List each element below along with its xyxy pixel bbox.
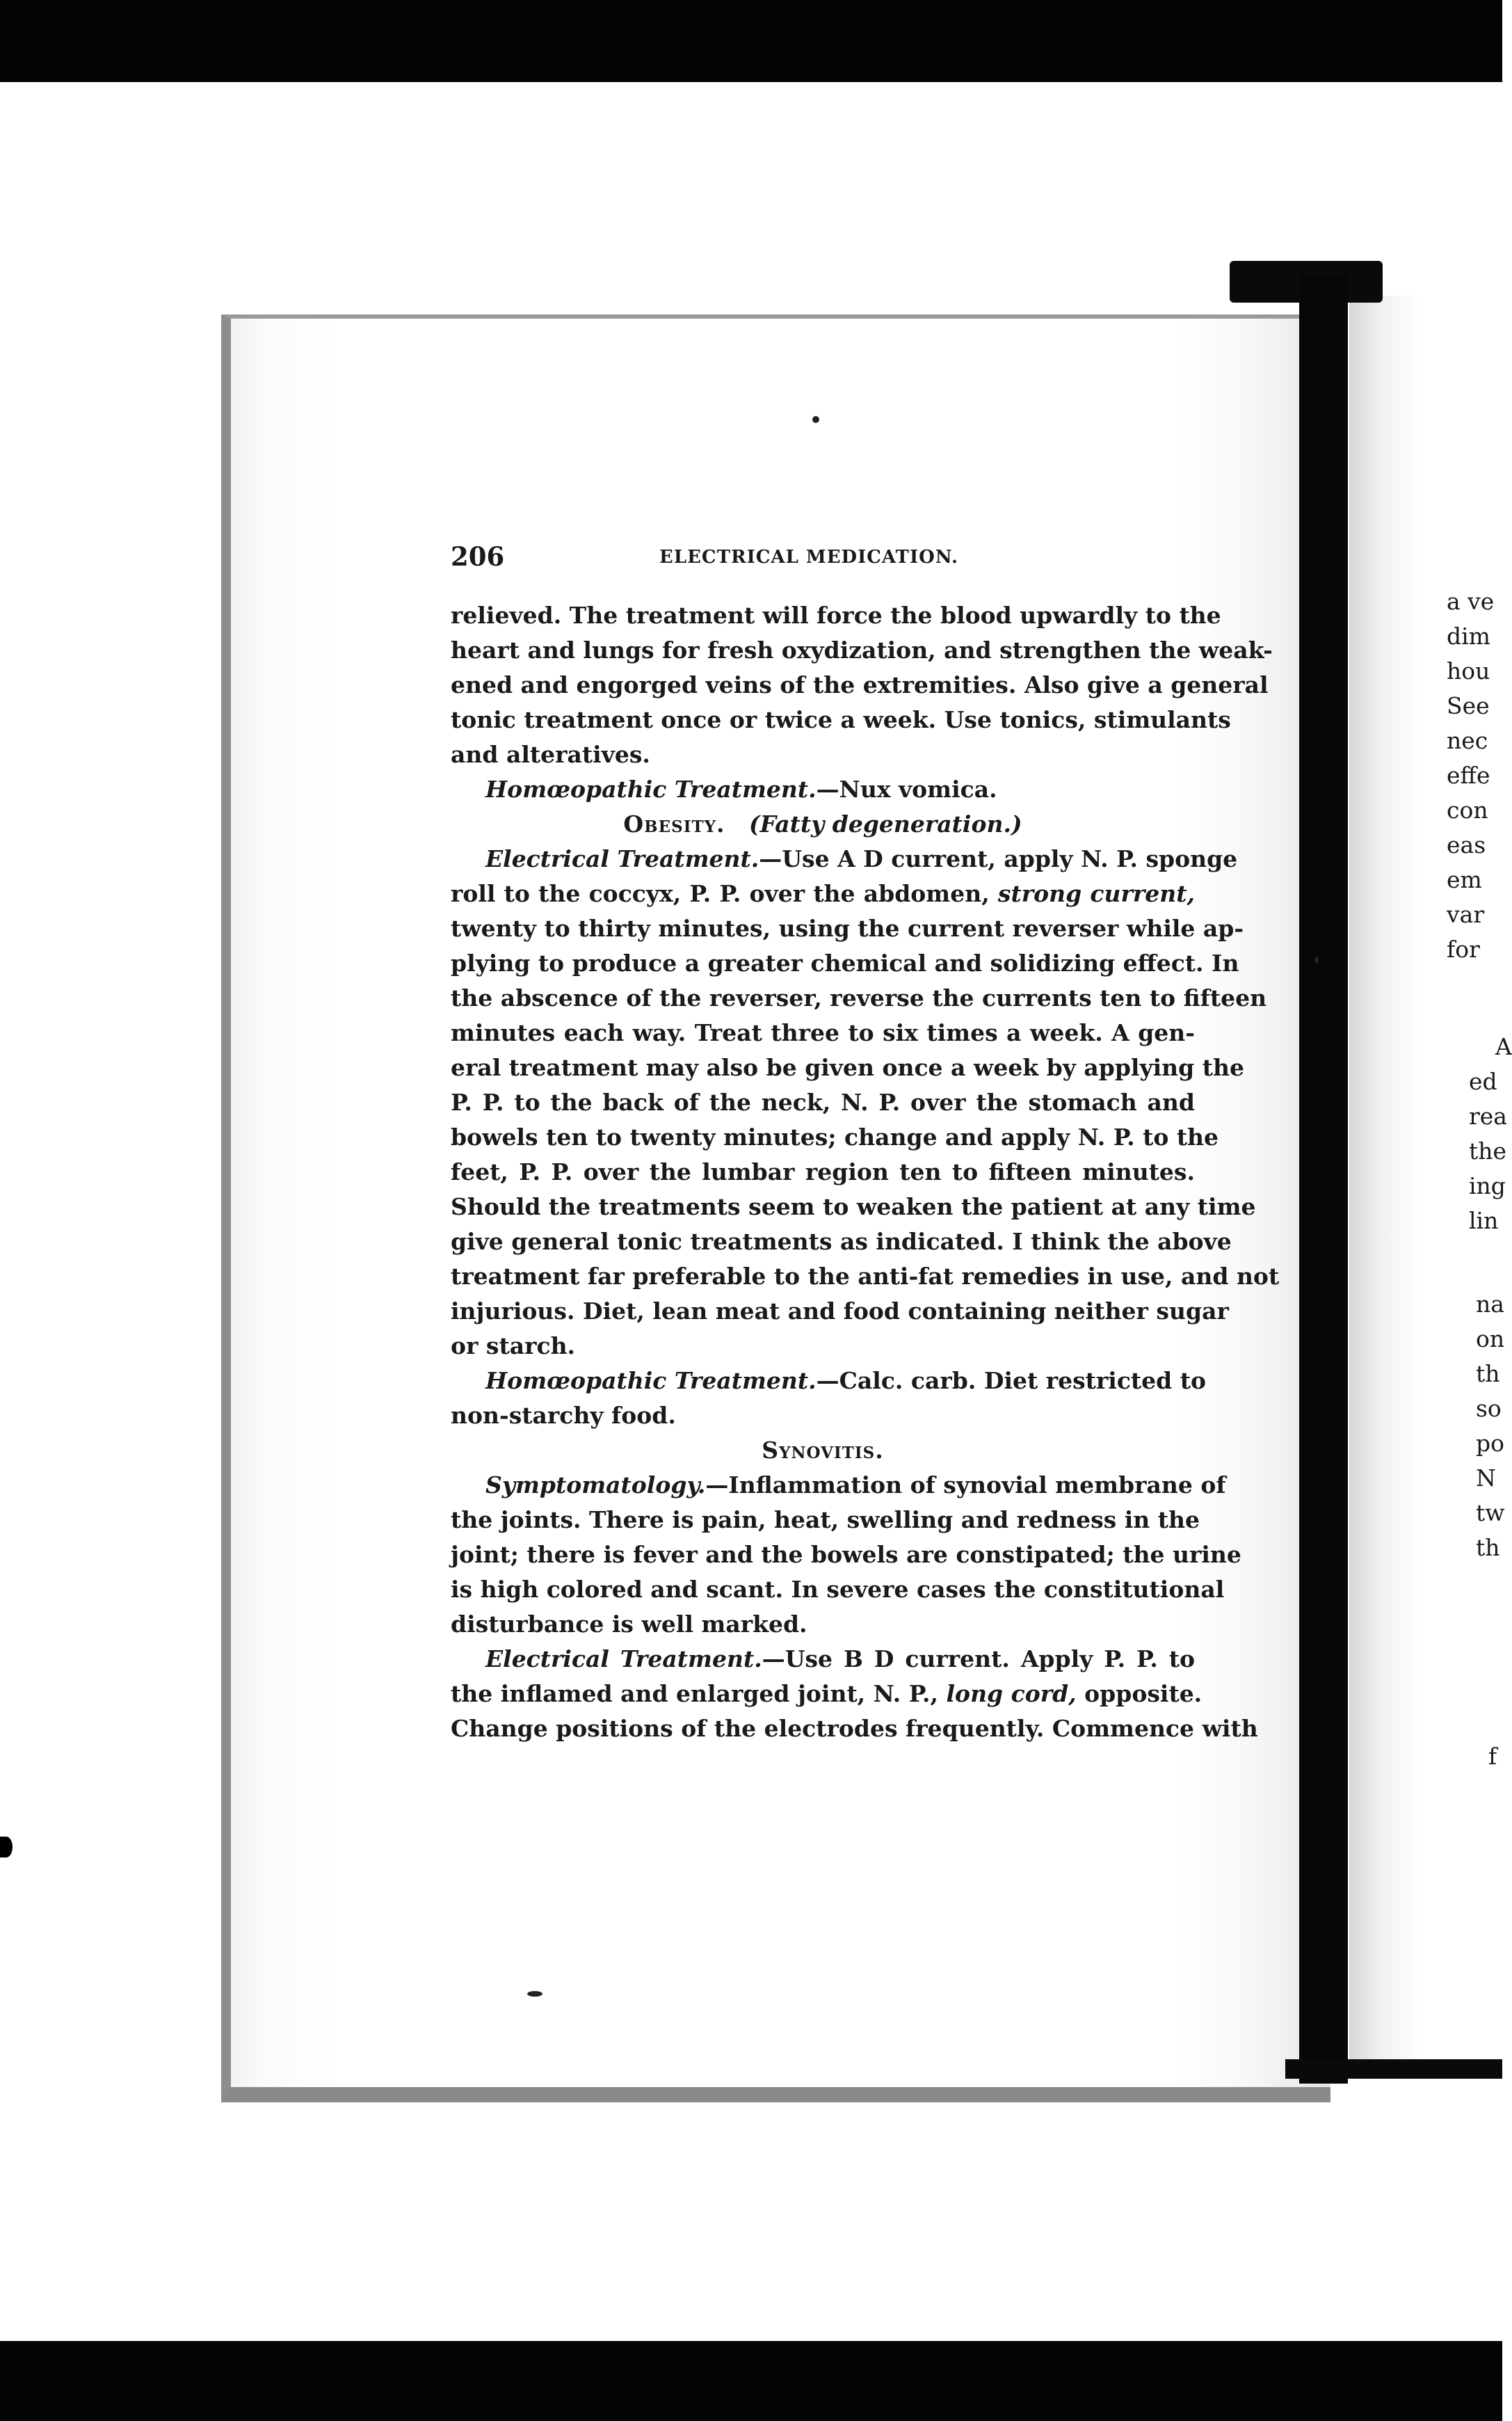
facing-page-fragment: a ve: [1447, 588, 1495, 615]
treatment-text: —Use B D current. Apply P. P. to: [762, 1645, 1195, 1672]
scan-border-bottom: [0, 2341, 1502, 2421]
text-line: bowels ten to twenty minutes; change and apply N. P. to the: [451, 1124, 1219, 1151]
text-line: is high colored and scant. In severe cases the constitutional: [451, 1576, 1225, 1603]
text-fragment: the inflamed and enlarged joint, N. P.,: [451, 1680, 947, 1707]
text-line: plying to produce a greater chemical and solidizing effect. In: [451, 950, 1239, 977]
text-line: twenty to thirty minutes, using the current reverser while ap-: [451, 915, 1244, 942]
facing-page-fragment: so: [1476, 1395, 1502, 1422]
scan-mark: [0, 1837, 13, 1857]
text-line: [451, 1364, 1206, 1398]
facing-page-fragment: eas: [1447, 831, 1486, 858]
text-line: treatment far preferable to the anti-fat remedies in use, and not: [451, 1263, 1280, 1290]
treatment-label: Electrical Treatment.: [485, 1645, 762, 1672]
facing-page-fragment: th: [1476, 1360, 1500, 1387]
text-line: ened and engorged veins of the extremities. Also give a general: [451, 671, 1269, 698]
text-line: heart and lungs for fresh oxydization, and strengthen the weak-: [451, 637, 1273, 664]
facing-page-fragment: lin: [1469, 1207, 1499, 1234]
facing-page-fragment: on: [1476, 1325, 1505, 1352]
treatment-text: —Nux vomica.: [816, 776, 997, 803]
text-line: give general tonic treatments as indicated. I think the above: [451, 1228, 1232, 1255]
facing-page-fragment: nec: [1447, 727, 1488, 754]
facing-page-fragment: See: [1447, 692, 1490, 719]
text-line: disturbance is well marked.: [451, 1611, 807, 1638]
section-heading-obesity: [451, 807, 1195, 842]
treatment-text: —Calc. carb. Diet restricted to: [816, 1367, 1206, 1394]
facing-page-fragment: ed: [1469, 1068, 1497, 1095]
text-line: injurious. Diet, lean meat and food containing neither sugar: [451, 1297, 1229, 1325]
facing-page-fragment: rea: [1469, 1103, 1507, 1130]
text-line: and alteratives.: [451, 741, 650, 768]
dust-speck: [812, 416, 819, 423]
running-head: ELECTRICAL MEDICATION.: [659, 547, 958, 568]
text-line: [451, 877, 1195, 911]
facing-page-fragment: f: [1488, 1743, 1497, 1770]
facing-page-fragment: hou: [1447, 657, 1490, 685]
text-fragment: roll to the coccyx, P. P. over the abdomen,: [451, 880, 998, 907]
text-line: [451, 1642, 1195, 1677]
facing-page-fragment: for: [1447, 936, 1480, 963]
facing-page-fragment: ing: [1469, 1172, 1506, 1199]
facing-page-fragment: na: [1476, 1291, 1504, 1318]
facing-page-fragment: A: [1495, 1033, 1512, 1060]
page-number: 206: [451, 541, 505, 572]
scan-border-top: [0, 0, 1502, 82]
facing-page-fragment: em: [1447, 866, 1482, 893]
dust-speck: [1314, 957, 1319, 964]
treatment-label: Homœopathic Treatment.: [485, 1367, 817, 1394]
text-line: [451, 842, 1238, 877]
text-line: feet, P. P. over the lumbar region ten to fifteen minutes.: [451, 1158, 1195, 1185]
facing-page-fragment: tw: [1476, 1499, 1505, 1526]
treatment-text: —Use A D current, apply N. P. sponge: [759, 845, 1238, 872]
facing-page-fragment: dim: [1447, 623, 1490, 650]
book-spine: [1299, 275, 1348, 2084]
facing-page-fragment: po: [1476, 1430, 1504, 1457]
treatment-label: Homœopathic Treatment.: [485, 776, 817, 803]
text-line: Should the treatments seem to weaken the patient at any time: [451, 1193, 1256, 1220]
facing-page-fragment: N: [1476, 1464, 1496, 1492]
page-header: [451, 541, 1193, 583]
facing-page-fragment: con: [1447, 797, 1488, 824]
text-line: [451, 1468, 1226, 1503]
text-line: eral treatment may also be given once a week by applying the: [451, 1054, 1244, 1081]
facing-page-fragment: effe: [1447, 762, 1490, 789]
treatment-label: Symptomatology.: [485, 1471, 706, 1499]
text-line: Change positions of the electrodes frequently. Commence with: [451, 1715, 1258, 1742]
text-line: [451, 1677, 1203, 1711]
treatment-text: —Inflammation of synovial membrane of: [705, 1471, 1226, 1499]
text-line: [451, 772, 1195, 807]
text-line: the joints. There is pain, heat, swelling and redness in the: [451, 1506, 1200, 1533]
text-line: relieved. The treatment will force the blood upwardly to the: [451, 602, 1221, 629]
text-line: minutes each way. Treat three to six times a week. A gen-: [451, 1019, 1195, 1046]
section-subtitle: (Fatty degeneration.): [749, 810, 1022, 838]
facing-page-fragment: th: [1476, 1534, 1500, 1561]
facing-page-fragment: var: [1447, 901, 1485, 928]
text-line: the abscence of the reverser, reverse the currents ten to fifteen: [451, 984, 1267, 1012]
facing-page-fragment: the: [1469, 1137, 1507, 1165]
treatment-label: Electrical Treatment.: [485, 845, 759, 872]
text-line: non-starchy food.: [451, 1402, 676, 1429]
text-fragment: opposite.: [1076, 1680, 1203, 1707]
section-title: Obesity.: [623, 810, 725, 838]
emphasis-text: long cord,: [946, 1680, 1077, 1707]
text-line: P. P. to the back of the neck, N. P. over the stomach and: [451, 1089, 1195, 1116]
binding-clip-bottom: [1285, 2059, 1502, 2079]
text-line: or starch.: [451, 1332, 576, 1359]
page-body: [451, 598, 1280, 1746]
emphasis-text: strong current,: [997, 880, 1195, 907]
dust-speck: [527, 1991, 542, 1997]
text-line: joint; there is fever and the bowels are constipated; the urine: [451, 1541, 1241, 1568]
text-line: tonic treatment once or twice a week. Use tonics, stimulants: [451, 706, 1231, 733]
section-heading-synovitis: Synovitis.: [762, 1437, 884, 1464]
